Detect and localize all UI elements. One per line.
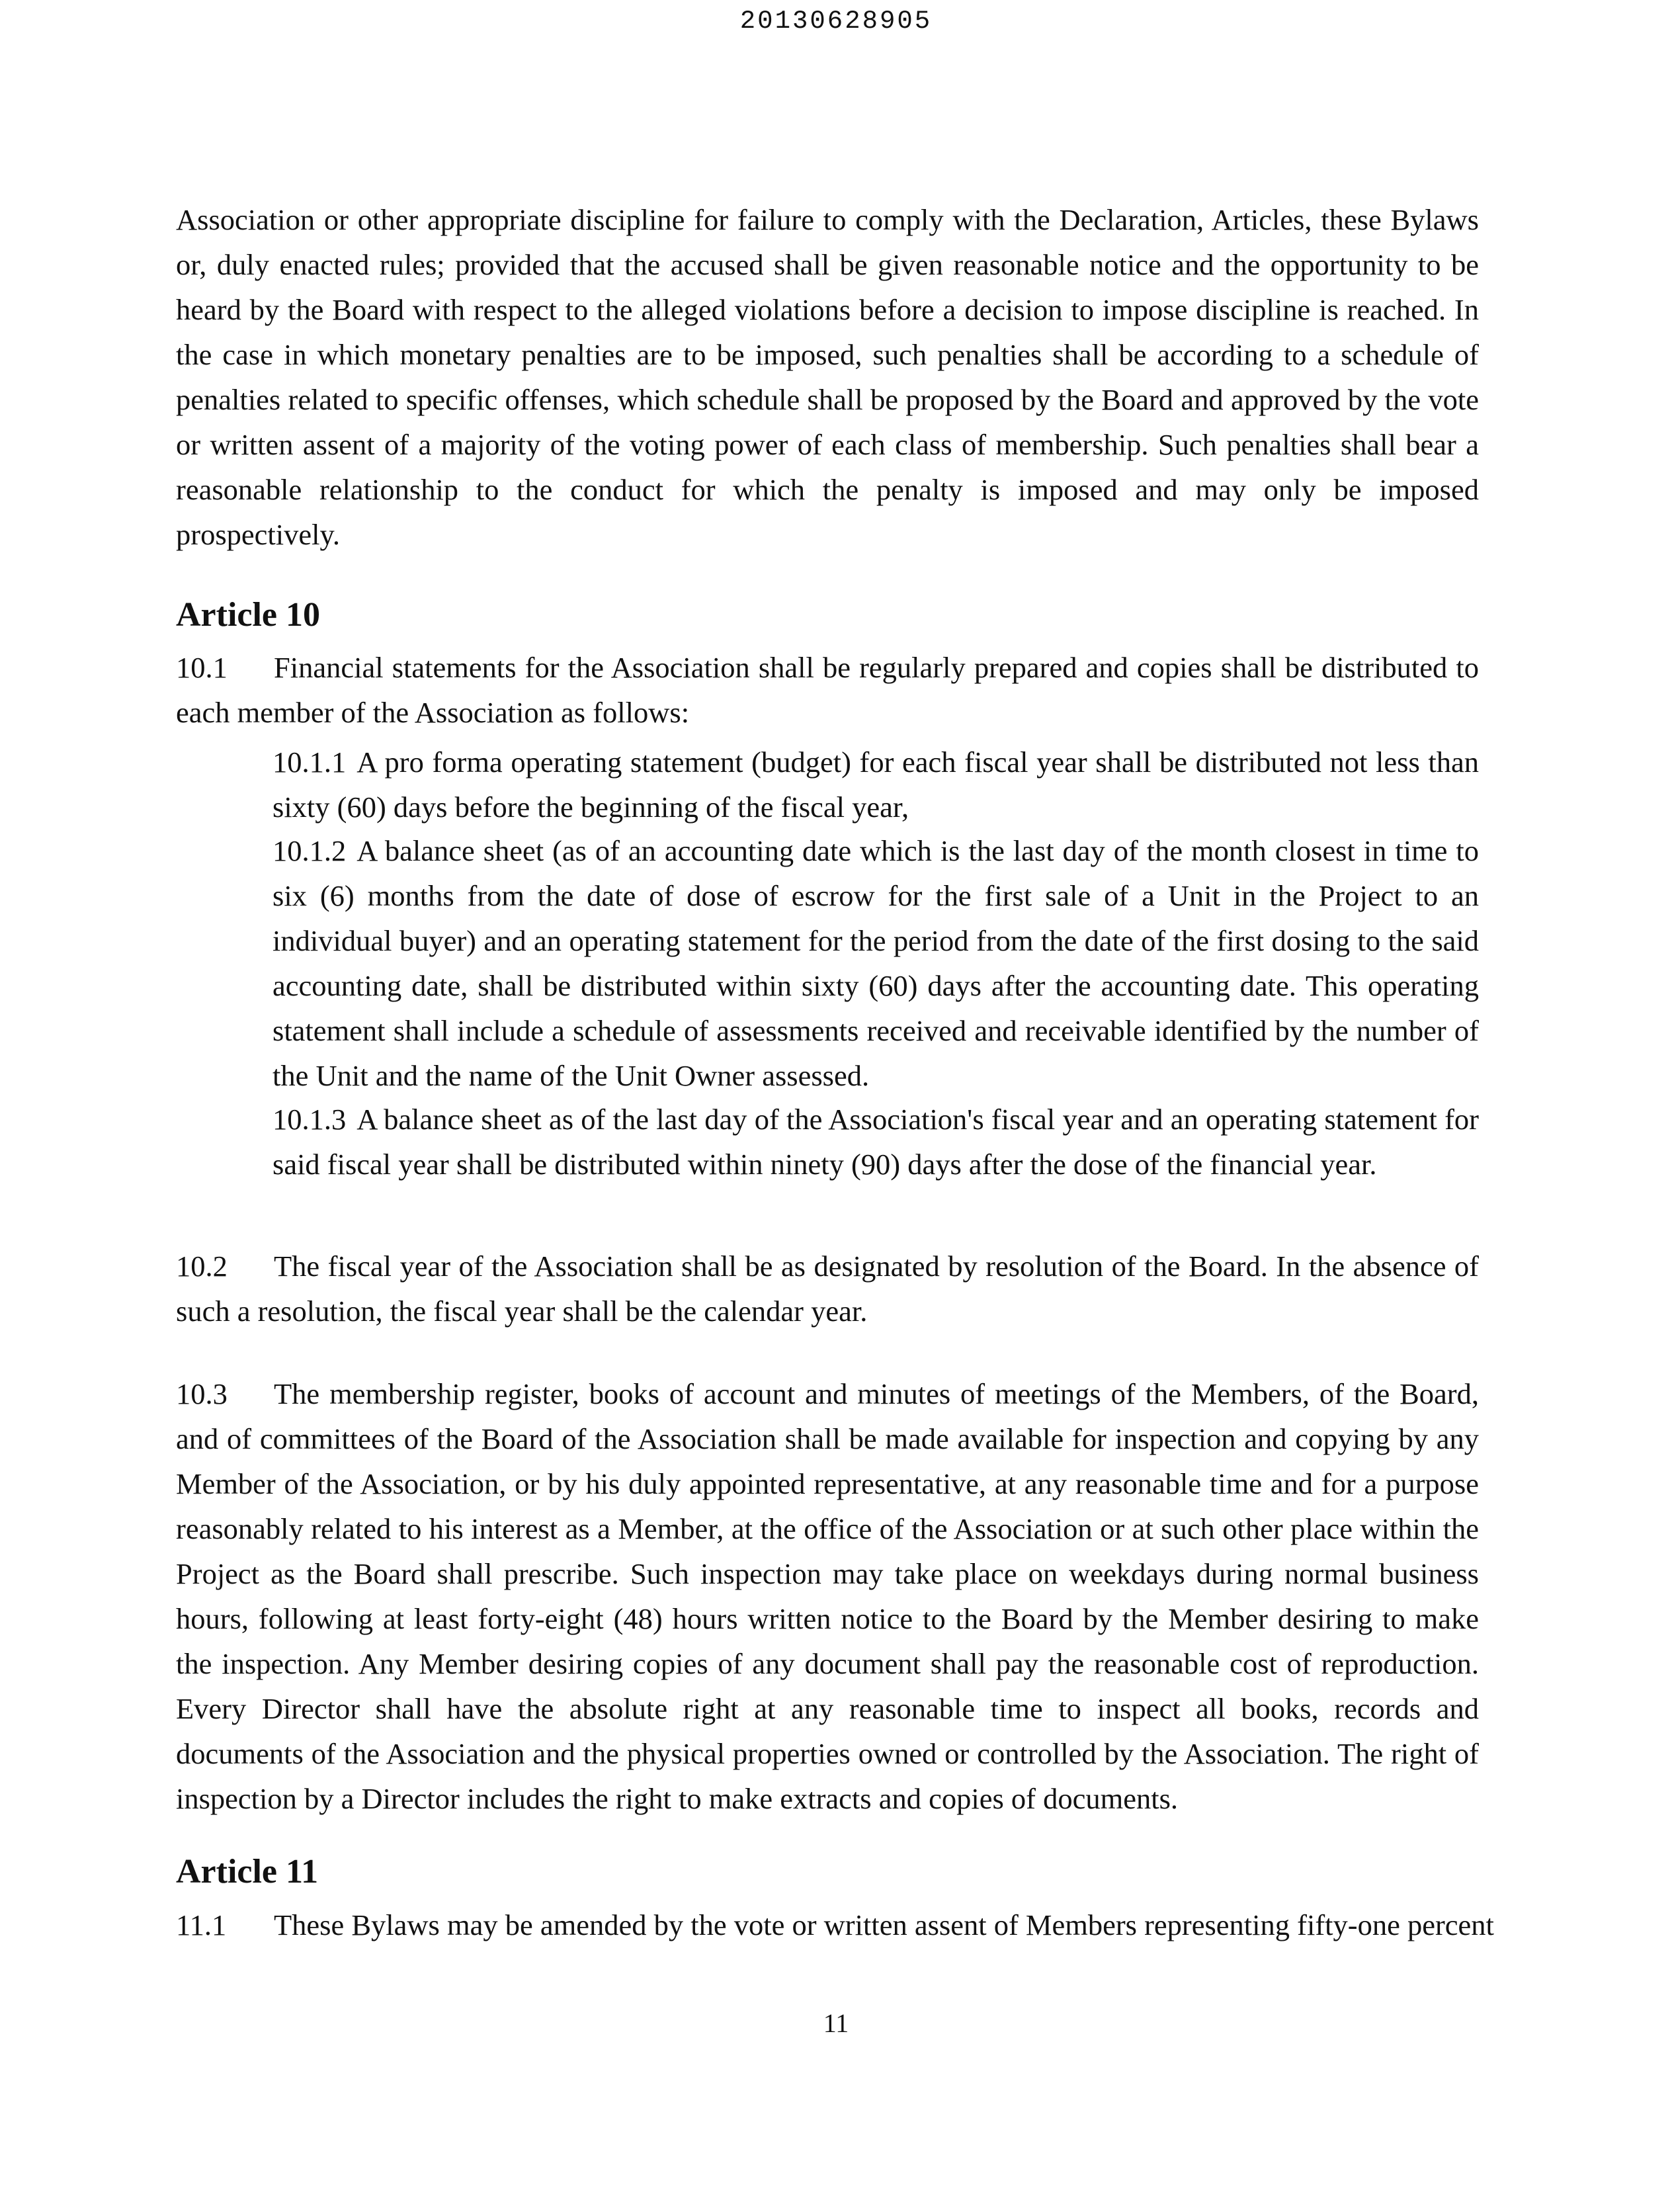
section-10-1-1 [272, 740, 1479, 830]
section-number: 11.1 [176, 1908, 227, 1941]
section-text: The fiscal year of the Association shall be as designated by resolution of the Board. In the absence of such a resolution, the fiscal year shall be the calendar year. [176, 1250, 1479, 1328]
section-number: 10.3 [176, 1377, 228, 1410]
section-text: These Bylaws may be amended by the vote or written assent of Members representing fifty-one percent [274, 1908, 1494, 1941]
intro-paragraph: Association or other appropriate discipline for failure to comply with the Declaration, Articles, these Bylaws or, duly enacted rules; provided that the accused shall be given reasonable notice and the opportunity to be heard by the Board with respect to the alleged violations before a decision to impose discipline is reached. In the case in which monetary penalties are to be imposed, such penalties shall be according to a schedule of penalties related to specific offenses, which schedule shall be proposed by the Board and approved by the vote or written assent of a majority of the voting power of each class of membership. Such penalties shall bear a reasonable relationship to the conduct for which the penalty is imposed and may only be imposed prospectively. [176, 203, 1479, 551]
article-11-heading: Article 11 [176, 1853, 319, 1891]
section-11-1 [176, 1902, 1494, 1947]
section-text: Financial statements for the Association shall be regularly prepared and copies shall be distributed to each member of the Association as follows: [176, 651, 1479, 729]
section-text: A balance sheet as of the last day of the Association's fiscal year and an operating statement for said fiscal year shall be distributed within ninety (90) days after the dose of the financial year. [272, 1103, 1479, 1181]
section-text: A balance sheet (as of an accounting date which is the last day of the month closest in time to six (6) months from the date of dose of escrow for the first sale of a Unit in the Project to an individual buyer) and an operating statement for the period from the date of the first dosing to the said accounting date, shall be distributed within sixty (60) days after the accounting date. This operating statement shall include a schedule of assessments received and receivable identified by the number of the Unit and the name of the Unit Owner assessed. [272, 834, 1479, 1092]
section-10-3 [176, 1371, 1479, 1821]
section-number: 10.2 [176, 1250, 228, 1283]
document-number: 20130628905 [739, 7, 933, 36]
section-number: 10.1.2 [272, 834, 347, 867]
section-10-1-2 [272, 828, 1479, 1098]
section-number: 10.1.1 [272, 745, 347, 779]
section-text: A pro forma operating statement (budget) for each fiscal year shall be distributed not less than sixty (60) days before the beginning of the fiscal year, [272, 745, 1479, 824]
section-10-2 [176, 1244, 1479, 1334]
section-10-1-3 [272, 1097, 1479, 1187]
section-number: 10.1 [176, 651, 228, 684]
article-10-heading: Article 10 [176, 596, 321, 634]
page-number: 11 [823, 2008, 849, 2038]
section-10-1 [176, 645, 1479, 735]
section-number: 10.1.3 [272, 1103, 347, 1136]
section-text: The membership register, books of account and minutes of meetings of the Members, of the Board, and of committees of the Board of the Association shall be made available for inspection and copying by any Member of the Association, or by his duly appointed representative, at any reasonable time and for a purpose reasonably related to his interest as a Member, at the office of the Association or at such other place within the Project as the Board shall prescribe. Such inspection may take place on weekdays during normal business hours, following at least forty-eight (48) hours written notice to the Board by the Member desiring to make the inspection. Any Member desiring copies of any document shall pay the reasonable cost of reproduction. Every Director shall have the absolute right at any reasonable time to inspect all books, records and documents of the Association and the physical properties owned or controlled by the Association. The right of inspection by a Director includes the right to make extracts and copies of documents. [176, 1377, 1479, 1815]
